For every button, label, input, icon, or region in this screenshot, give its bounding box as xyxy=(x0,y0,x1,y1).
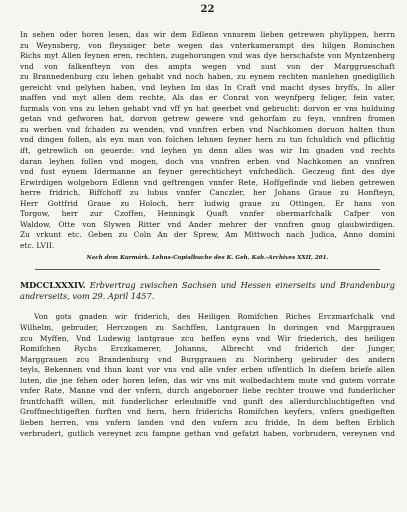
paragraph-text xyxy=(20,312,395,439)
text-line: vnfer Rate, Manne vnd der vnfern, durch angeborner liebe rechter trouwe vnd funderlicher xyxy=(20,386,395,396)
text-line: fruntfchafft willen, mit funderlicher erleubniffe vnd gunft des allerdurchluchtigeften vnd xyxy=(20,396,395,406)
document-heading xyxy=(20,280,395,302)
text-line: zcu Myffen, Vnd Ludewig lantgraue zcu heffen eyns vnd Wir friederich, des heiligen xyxy=(20,333,395,343)
text-line: Herr Gottfrid Graue zu Holoch, herr ludwig graue zu Ottingen, Er hans von xyxy=(20,198,395,208)
text-line: Torgow, herr zur Czoffen, Henningk Quaft vnnfer obermarfchalk Cafper von xyxy=(20,209,395,219)
text-line: Zu vrkunt etc. Geben zu Coln An der Sprew, Am Mittwoch nach Judica, Anno domini xyxy=(20,230,395,240)
text-line: Wilhelm, gebruder, Herczogen zu Sachffen, Lantgrauen In doringen vnd Marggrauen xyxy=(20,323,395,333)
text-line: Erwirdigen wolgeborn Edlenn vnd geftrengen vnnfer Rete, Hoffgefinde vnd lieben getrewen xyxy=(20,177,395,187)
text-line: ift, getrewlich on geuerde: vnd leyhen yn denn alles was wir Im gnaden vnd rechts xyxy=(20,146,395,156)
text-line: maffen vnd myt allen dem rechte, Als das er Conrat von weynfperg feliger, fein vater, xyxy=(20,93,395,103)
text-line: zu Brannedenburg czu lehen gehabt vnd noch haben, zu eynem rechten manlehen gnedigllich xyxy=(20,72,395,82)
document-number: MDCCLXXXIV. xyxy=(20,280,86,291)
page-number: 22 xyxy=(200,4,215,15)
text-line: getan vnd gefworen hat, dorvon getrew gewere vnd gehorfam zu feyn, vnnfren fromen xyxy=(20,114,395,124)
text-line: verbrudert, gutlich vereynet zcu fampne gethan vnd gefatzt haben, vorbrudern, vereynen vnd xyxy=(20,428,395,438)
text-line: etc. LVII. xyxy=(20,240,55,250)
text-line: vnd von falkenfteyn von des ampts wegen vnd sust von der Marggrueschaft xyxy=(20,61,395,71)
text-line: Groffmechtigeften furften vnd hern, hern friderichs Romifchen keyfers, vnfers gnedigeften xyxy=(20,407,395,417)
text-line: vnd dingen follen, als eyn man von folchen lehnen feyner hern zu tun fchuldich vnd pflichtig xyxy=(20,135,395,145)
text-line: luten, die jne fehen oder horen lefen, das wir vns mit wolbedachtem mute vnd gutem vorrate xyxy=(20,375,395,385)
section-divider xyxy=(35,269,380,270)
text-line: Marggrauen zcu Brandenburg vnd Burggrauen zu Norinberg gebruder des andern xyxy=(20,354,395,364)
text-line: zu Weynsberg, von fleyssiger bete wegen das vnterkamerampt des hilgen Romischen xyxy=(20,40,395,50)
text-line: In sehen oder horen lesen, das wir dem Edlenn vnnsrem lieben getrewen phylippen, herrn xyxy=(20,30,395,39)
paragraph-text xyxy=(20,30,395,251)
source-note: Nach dem Kurmärk. Lehns-Copialbuche des K. Geh. Kab.-Archives XXII, 201. xyxy=(86,255,329,262)
text-line: teyls, Bekennen vnd thun kunt vor vns vnd alle vnfer erben uffentlich In diefem briefe allen xyxy=(20,365,395,375)
text-line: gereicht vnd gelyhen haben, vnd leyhen Im das In Craft vnd macht dyses bryffs, In aller xyxy=(20,82,395,92)
text-line: lieben herren, vns vnfern landen vnd den vnfern zcu fridde, In dem beften Erblich xyxy=(20,417,395,427)
text-line: Richs myt Allen feynen eren, rechten, zugehorungen vnd was dye herschafste von Myntzenberg xyxy=(20,51,395,61)
document-description: Erbvertrag zwischen Sachsen und Hessen einerseits und Brandenburg andrerseits, vom 29. April 1457. xyxy=(20,280,396,302)
text-line: furmals von vns zu lehen gehabt vnd vff yn hat geerbet vnd gebrucht: dorvon er vns hulduing xyxy=(20,103,395,113)
text-line: daran leyhen follen vnd mogen, doch vns vnnfren erben vnd Nachkomen an vnnfren xyxy=(20,156,395,166)
text-line: herre fridrich, Biffchoff zu lubus vnnfer Canczler, her Johans Graue zu Honfteyn, xyxy=(20,188,395,198)
text-line: Waldow, Otte von Slywen Ritter vnd Ander mehrer der vnnfren gnug glaubwirdigen. xyxy=(20,219,395,229)
text-line: zu werben vnd fchaden zu wenden, vnd vnnfren erben vnd Nachkomen doruon halten thun xyxy=(20,124,395,134)
text-line: vnd fust eynem Idermanne an feyner gerechticheyt vnfchedlich. Geczeug fint des dye xyxy=(20,167,395,177)
text-line: Romifchen Rychs Erczkamerer, Johanns, Albrecht vnd friderich der Junger, xyxy=(20,344,395,354)
text-line: Von gots gnaden wir friderich, des Heiligen Romifchen Riches Erczmarfchalk vnd xyxy=(34,312,395,322)
